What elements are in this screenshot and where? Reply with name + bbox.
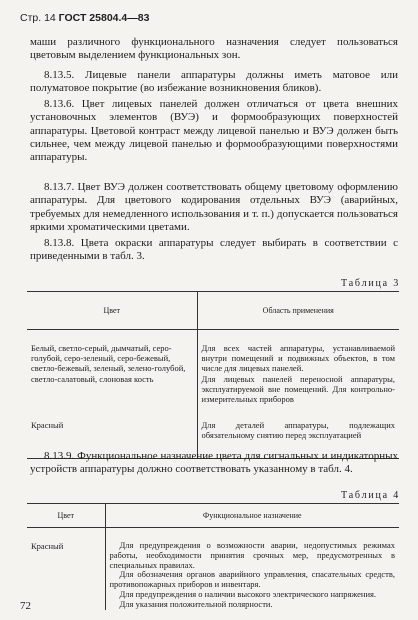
table4-row1-function-2: Для обозначения органов аварийного управления, спасательных средств, противопожарных приборов и инвентаря. bbox=[109, 569, 395, 590]
table4-row1-function-3: Для предупреждения о наличии высокого электрического напряжения. bbox=[119, 588, 377, 599]
page-label: Стр. 14 bbox=[20, 12, 56, 24]
page-header bbox=[20, 12, 149, 24]
table3-row1-color: Белый, светло-серый, дымчатый, серо-голубой, серо-зеленый, серо-бежевый, светло-бежевый, зеленый, зелено-голубой, светло-салатовый, слоновая кость bbox=[27, 330, 197, 405]
standard-code: ГОСТ 25804.4—83 bbox=[58, 12, 150, 24]
table4-header-color: Цвет bbox=[27, 504, 105, 528]
table3-header-color: Цвет bbox=[27, 292, 197, 330]
table-3 bbox=[27, 291, 399, 459]
paragraph-intro: маши различного функционального назначения следует пользоваться цветовым выделением функциональных зон. bbox=[30, 36, 398, 62]
table4-row1-color: Красный bbox=[27, 528, 105, 610]
paragraph-8-13-5: 8.13.5. Лицевые панели аппаратуры должны иметь матовое или полуматовое покрытие (во избежание возникновения бликов). bbox=[30, 69, 398, 95]
table4-row1-function bbox=[105, 528, 399, 610]
table4-header-function: Функциональное назначение bbox=[105, 504, 399, 528]
table3-row1-usage-1: Для всех частей аппаратуры, устанавливаемой внутри помещений и подвижных объектов, в том числе для лицевых панелей. bbox=[201, 343, 395, 374]
table3-row2-color: Красный bbox=[27, 404, 197, 458]
paragraph-8-13-8: 8.13.8. Цвета окраски аппаратуры следует выбирать в соответствии с приведенными в табл. 3. bbox=[30, 237, 398, 263]
table3-row2-usage: Для деталей аппаратуры, подлежащих обязательному снятию перед эксплуатацией bbox=[197, 404, 399, 458]
table3-row1-usage bbox=[197, 330, 399, 405]
table4-caption: Таблица 4 bbox=[341, 490, 400, 501]
table3-row1-usage-2: Для лицевых панелей переносной аппаратуры, эксплуатируемой вне помещений. Для контрольно-измерительных приборов bbox=[201, 373, 395, 405]
paragraph-8-13-6: 8.13.6. Цвет лицевых панелей должен отличаться от цвета внешних установочных элементов (ВУЭ) и формообразующих поверхностей аппаратуры. Цветовой контраст между лицевой панелью и ВУЭ должен быть сильнее, чем между лицевой панелью и формообразующими поверхностями аппаратуры. bbox=[30, 98, 398, 164]
table-4 bbox=[27, 503, 399, 610]
page-number: 72 bbox=[20, 600, 31, 612]
paragraph-8-13-9: 8.13.9. Функциональное назначение цвета для сигнальных и индикаторных устройств аппаратуры должно соответствовать указанному в табл. 4. bbox=[30, 450, 398, 476]
table4-row1-function-1: Для предупреждения о возможности аварии, недопустимых режимах работы, необходимости принятия срочных мер, предусмотренных в специальных правилах. bbox=[109, 540, 395, 570]
table4-row1-function-4: Для указания положительной полярности. bbox=[119, 598, 273, 609]
paragraph-8-13-7: 8.13.7. Цвет ВУЭ должен соответствовать общему цветовому оформлению аппаратуры. Для цветового кодирования отдельных ВУЭ (аварийных, требуемых для немедленного использования и т. п.) допускается пользоваться яркими хроматическими цветами. bbox=[30, 181, 398, 233]
table3-header-usage: Область применения bbox=[197, 292, 399, 330]
table3-caption: Таблица 3 bbox=[341, 278, 400, 289]
